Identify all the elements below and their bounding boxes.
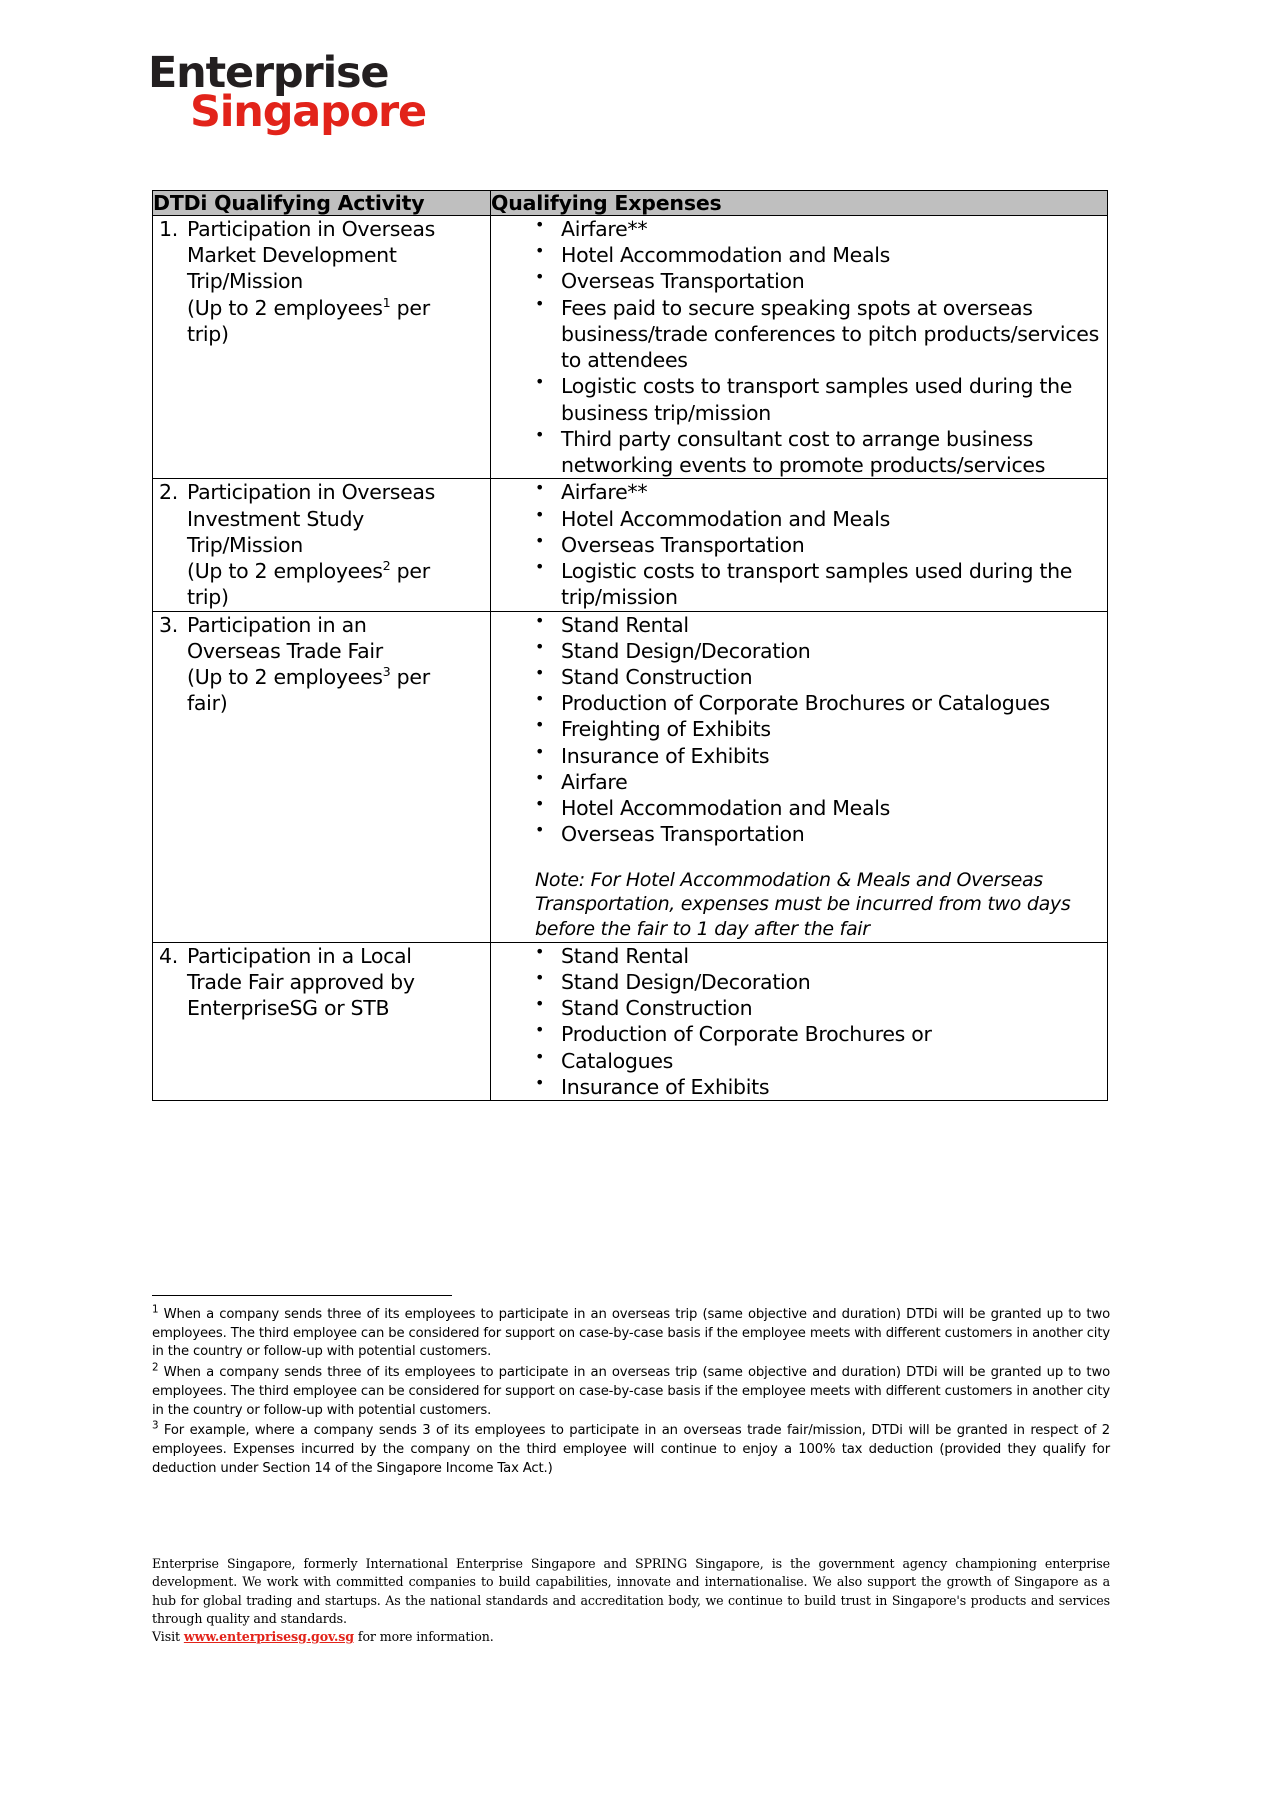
footnote-separator	[152, 1295, 452, 1296]
list-item: • Overseas Transportation	[491, 268, 1107, 294]
expenses-cell-3	[491, 611, 1108, 942]
activity-text-1	[187, 216, 490, 347]
list-item: • Airfare	[491, 769, 1107, 795]
expenses-list-1	[491, 216, 1107, 478]
list-item: • Airfare**	[491, 216, 1107, 242]
footnote-2	[152, 1361, 1110, 1420]
activity-line: Participation in a Local	[187, 943, 412, 968]
footnote-marker: 3	[152, 1420, 159, 1433]
activity-text-4	[187, 943, 490, 1022]
activity-line: per	[390, 559, 430, 584]
logo-text-singapore: Singapore	[190, 87, 427, 137]
boilerplate-visit-prefix: Visit	[152, 1629, 184, 1644]
expenses-note-3: Note: For Hotel Accommodation & Meals and Overseas Transportation, expenses must be incurred from two days before the fair to 1 day after the fair	[535, 868, 1071, 940]
column-header-expenses: Qualifying Expenses	[491, 191, 1108, 216]
enterprise-singapore-logo	[148, 48, 468, 137]
activity-line: Participation in Overseas	[187, 480, 436, 505]
footnote-ref-3: 3	[382, 664, 391, 680]
activity-line: Investment Study	[187, 506, 365, 531]
activity-line: Trip/Mission	[187, 269, 303, 294]
list-item: • Stand Design/Decoration	[491, 638, 1107, 664]
activity-line: trip)	[187, 321, 229, 346]
list-item: • Hotel Accommodation and Meals	[491, 506, 1107, 532]
list-item: • Freighting of Exhibits	[491, 716, 1107, 742]
activity-number-1: 1.	[159, 217, 178, 241]
enterprisesg-website-link[interactable]: www.enterprisesg.gov.sg	[183, 1629, 354, 1644]
table-header-row	[153, 191, 1108, 216]
list-item: • Insurance of Exhibits	[491, 743, 1107, 769]
activity-line: fair)	[187, 691, 228, 716]
list-item: • Third party consultant cost to arrange business networking events to promote products/services	[491, 426, 1107, 478]
activity-number-4: 4.	[159, 943, 178, 968]
organisation-boilerplate	[152, 1555, 1110, 1646]
boilerplate-visit-suffix: for more information.	[353, 1629, 494, 1644]
activity-line: Participation in Overseas	[187, 217, 436, 241]
logo-text-enterprise: Enterprise	[148, 48, 389, 98]
list-item: • Overseas Transportation	[491, 821, 1107, 847]
footnote-text: For example, where a company sends 3 of its employees to participate in an overseas trade fair/mission, DTDi will be granted in respect of 2 employees. Expenses incurred by the company on the third employee will continue to enjoy a 100% tax deduction (provided they qualify for deduction under Section 14 of the Singapore Income Tax Act.)	[152, 1423, 1110, 1476]
activity-number-2: 2.	[159, 480, 178, 505]
footnote-3	[152, 1422, 1110, 1478]
list-item: • Production of Corporate Brochures or Catalogues	[491, 690, 1107, 716]
activity-line: EnterpriseSG or STB	[187, 996, 390, 1021]
activity-line: Participation in an	[187, 612, 367, 637]
boilerplate-paragraph: Enterprise Singapore, formerly International Enterprise Singapore and SPRING Singapore, is the government agency championing enterprise development. We work with committed companies to build capabilities, innovate and internationalise. We also support the growth of Singapore as a hub for global trading and startups. As the national standards and accreditation body, we continue to build trust in Singapore's products and services through quality and standards.	[152, 1556, 1110, 1626]
list-item: • Stand Rental	[491, 943, 1107, 969]
list-item: • Stand Design/Decoration	[491, 969, 1107, 995]
list-item: • Logistic costs to transport samples used during the business trip/mission	[491, 373, 1107, 425]
activity-line: (Up to 2 employees	[187, 664, 383, 689]
activity-line: trip)	[187, 585, 229, 610]
dtdi-qualifying-table	[152, 190, 1108, 1101]
footnote-ref-1: 1	[382, 294, 391, 310]
expenses-cell-4	[491, 942, 1108, 1100]
list-item: • Stand Construction	[491, 995, 1107, 1021]
activity-cell-2	[153, 479, 491, 611]
table-row	[153, 479, 1108, 611]
activity-line: (Up to 2 employees	[187, 295, 383, 320]
list-item: • Logistic costs to transport samples used during the trip/mission	[491, 558, 1107, 610]
activity-line: per	[390, 664, 430, 689]
expenses-list-3	[491, 612, 1107, 848]
activity-line: per	[390, 295, 430, 320]
table-row	[153, 942, 1108, 1100]
column-header-activity: DTDi Qualifying Activity	[153, 191, 491, 216]
dtdi-table-wrapper	[152, 190, 1107, 1101]
activity-line: Market Development	[187, 243, 397, 268]
footnote-text: When a company sends three of its employees to participate in an overseas trip (same objective and duration) DTDi will be granted up to two employees. The third employee can be considered for support on case-by-case basis if the employee meets with different customers in another city in the country or follow-up with potential customers.	[152, 1307, 1110, 1360]
footnote-ref-2: 2	[382, 558, 391, 574]
expenses-list-4	[491, 943, 1107, 1100]
footnotes-section	[152, 1295, 1110, 1481]
list-item: • Stand Rental	[491, 612, 1107, 638]
activity-line: Trade Fair approved by	[187, 969, 415, 994]
footnote-marker: 2	[152, 1361, 159, 1374]
list-item: • Hotel Accommodation and Meals	[491, 795, 1107, 821]
list-item: • Overseas Transportation	[491, 532, 1107, 558]
activity-line: Trip/Mission	[187, 532, 303, 557]
table-row	[153, 611, 1108, 942]
list-item: • Hotel Accommodation and Meals	[491, 242, 1107, 268]
activity-cell-3	[153, 611, 491, 942]
table-row	[153, 216, 1108, 479]
activity-line: (Up to 2 employees	[187, 559, 383, 584]
activity-cell-4	[153, 942, 491, 1100]
activity-line: Overseas Trade Fair	[187, 638, 383, 663]
footnote-1	[152, 1303, 1110, 1362]
list-item: • Catalogues	[491, 1048, 1107, 1074]
activity-text-3	[187, 612, 490, 717]
footnote-text: When a company sends three of its employees to participate in an overseas trip (same objective and duration) DTDi will be granted up to two employees. The third employee can be considered for support on case-by-case basis if the employee meets with different customers in another city in the country or follow-up with potential customers.	[152, 1365, 1110, 1418]
activity-text-2	[187, 479, 490, 610]
expenses-list-2	[491, 479, 1107, 610]
list-item: • Airfare**	[491, 479, 1107, 505]
list-item: • Stand Construction	[491, 664, 1107, 690]
footnote-marker: 1	[152, 1303, 159, 1316]
list-item: • Fees paid to secure speaking spots at overseas business/trade conferences to pitch products/services to attendees	[491, 295, 1107, 374]
activity-cell-1	[153, 216, 491, 479]
expenses-cell-1	[491, 216, 1108, 479]
list-item: • Insurance of Exhibits	[491, 1074, 1107, 1100]
list-item: • Production of Corporate Brochures or	[491, 1021, 1107, 1047]
activity-number-3: 3.	[159, 612, 178, 637]
expenses-cell-2	[491, 479, 1108, 611]
